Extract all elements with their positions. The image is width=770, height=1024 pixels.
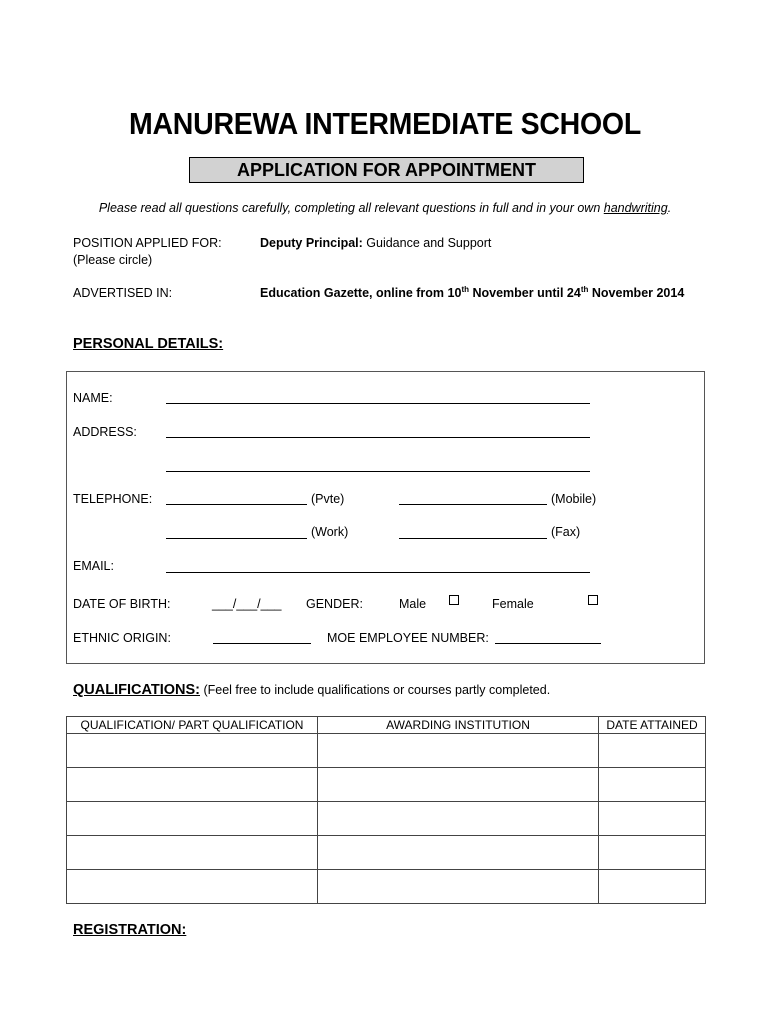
date-cell[interactable] (599, 836, 706, 870)
personal-details-box (66, 371, 705, 664)
moe-number-field[interactable] (495, 643, 601, 644)
telephone-work-label: (Work) (311, 525, 349, 539)
personal-details-heading: PERSONAL DETAILS: (73, 336, 224, 352)
address-field-line-2[interactable] (166, 471, 590, 472)
ethnic-origin-label: ETHNIC ORIGIN: (73, 631, 171, 645)
instructions-suffix: . (667, 201, 672, 215)
institution-cell[interactable] (318, 836, 599, 870)
registration-heading: REGISTRATION: (73, 922, 187, 938)
telephone-pvte-field[interactable] (166, 504, 307, 505)
column-header-qualification: QUALIFICATION/ PART QUALIFICATION (67, 717, 318, 734)
telephone-label: TELEPHONE: (73, 492, 153, 506)
advertised-sup-a: th (461, 284, 469, 294)
gender-female-checkbox[interactable] (588, 595, 598, 605)
address-field-line-1[interactable] (166, 437, 590, 438)
ethnic-origin-field[interactable] (213, 643, 311, 644)
table-row (67, 802, 706, 836)
qualifications-heading: QUALIFICATIONS: (73, 682, 200, 698)
telephone-pvte-label: (Pvte) (311, 492, 345, 506)
advertised-text-a: Education Gazette, online from 10 (260, 286, 462, 300)
qualification-cell[interactable] (67, 734, 318, 768)
gender-male-label: Male (399, 597, 427, 611)
institution-cell[interactable] (318, 802, 599, 836)
name-field[interactable] (166, 403, 590, 404)
column-header-institution: AWARDING INSTITUTION (318, 717, 599, 734)
dob-label: DATE OF BIRTH: (73, 597, 171, 611)
table-row (67, 734, 706, 768)
telephone-mobile-label: (Mobile) (551, 492, 597, 506)
school-name: MANUREWA INTERMEDIATE SCHOOL (129, 106, 641, 141)
gender-male-checkbox[interactable] (449, 595, 459, 605)
form-title: APPLICATION FOR APPOINTMENT (189, 157, 584, 183)
institution-cell[interactable] (318, 870, 599, 904)
telephone-fax-field[interactable] (399, 538, 547, 539)
email-label: EMAIL: (73, 559, 114, 573)
institution-cell[interactable] (318, 768, 599, 802)
position-role-bold: Deputy Principal: (260, 236, 363, 250)
position-role-rest: Guidance and Support (362, 236, 492, 250)
column-header-date: DATE ATTAINED (599, 717, 706, 734)
position-note: (Please circle) (73, 253, 153, 267)
date-cell[interactable] (599, 870, 706, 904)
table-row (67, 870, 706, 904)
gender-female-label: Female (492, 597, 534, 611)
address-label: ADDRESS: (73, 425, 137, 439)
qualification-cell[interactable] (67, 836, 318, 870)
instructions-emphasis: handwriting (603, 201, 668, 215)
qualifications-note: (Feel free to include qualifications or courses partly completed. (200, 683, 551, 697)
date-cell[interactable] (599, 802, 706, 836)
dob-field[interactable]: ___/___/___ (212, 597, 282, 611)
table-row (67, 768, 706, 802)
email-field[interactable] (166, 572, 590, 573)
instructions-text: Please read all questions carefully, completing all relevant questions in full and in your own (98, 201, 604, 215)
moe-number-label: MOE EMPLOYEE NUMBER: (327, 631, 489, 645)
qualification-cell[interactable] (67, 802, 318, 836)
name-label: NAME: (73, 391, 113, 405)
instructions (0, 201, 770, 215)
telephone-mobile-field[interactable] (399, 504, 547, 505)
advertised-value (260, 286, 684, 300)
qualifications-header-row (67, 717, 706, 734)
telephone-work-field[interactable] (166, 538, 307, 539)
qualifications-heading-row (73, 682, 550, 698)
table-row (67, 836, 706, 870)
advertised-text-c: November 2014 (588, 286, 685, 300)
date-cell[interactable] (599, 768, 706, 802)
date-cell[interactable] (599, 734, 706, 768)
position-value[interactable] (260, 236, 491, 250)
advertised-sup-b: th (580, 284, 589, 294)
advertised-text-b: November until 24 (469, 286, 581, 300)
qualification-cell[interactable] (67, 768, 318, 802)
institution-cell[interactable] (318, 734, 599, 768)
position-label: POSITION APPLIED FOR: (73, 236, 222, 250)
telephone-fax-label: (Fax) (551, 525, 581, 539)
qualification-cell[interactable] (67, 870, 318, 904)
advertised-label: ADVERTISED IN: (73, 286, 173, 300)
qualifications-table (66, 716, 706, 904)
gender-label: GENDER: (306, 597, 363, 611)
